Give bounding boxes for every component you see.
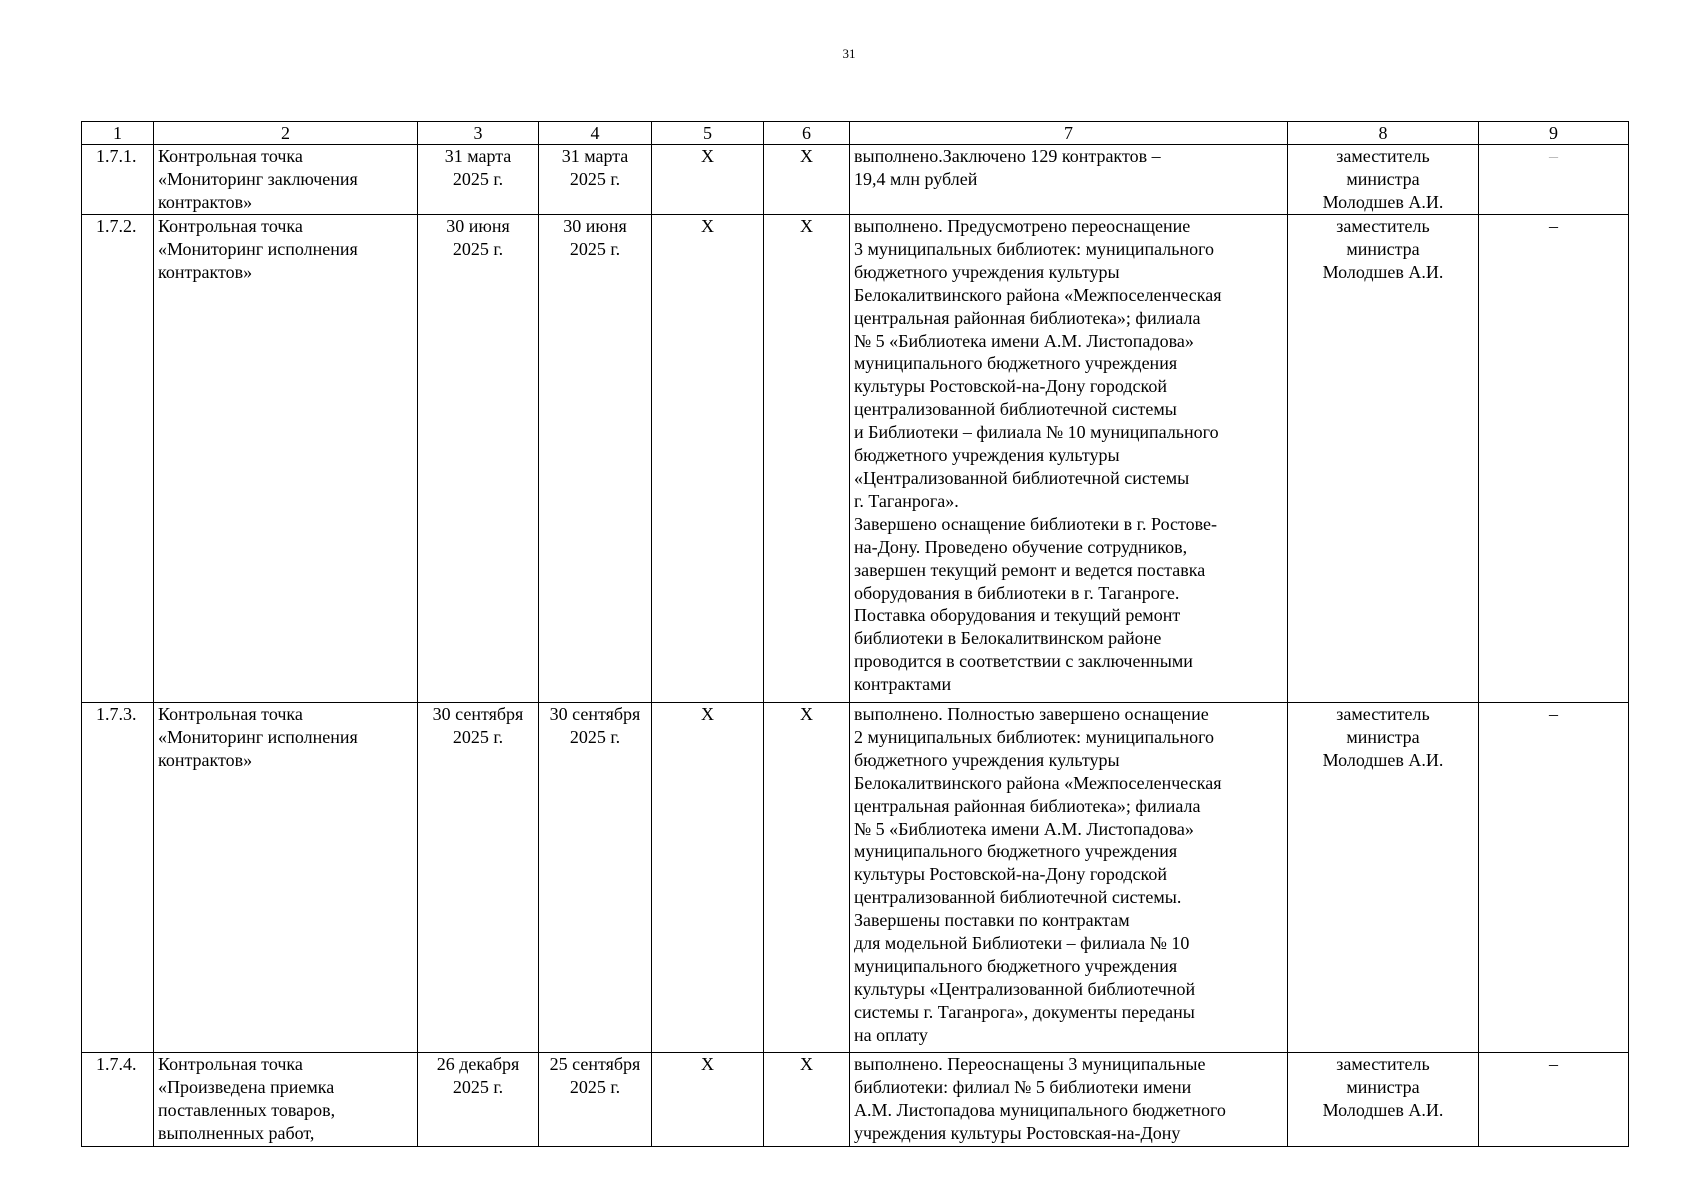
control-point-name: Контрольная точка «Произведена приемка поставленных товаров, выполненных работ, [154,1053,418,1147]
col5-mark: X [652,703,764,1053]
col6-mark: X [764,703,850,1053]
col6-mark: X [764,1053,850,1147]
header-cell: 3 [418,122,539,145]
fact-date: 25 сентября 2025 г. [539,1053,652,1147]
header-cell: 9 [1479,122,1629,145]
note-cell: – [1479,703,1629,1053]
fact-date: 30 сентября 2025 г. [539,703,652,1053]
row-number: 1.7.4. [82,1053,154,1147]
responsible-person: заместитель министра Молодшев А.И. [1288,215,1479,703]
status-text: выполнено.Заключено 129 контрактов – 19,4 млн рублей [850,145,1288,215]
header-cell: 5 [652,122,764,145]
control-point-name: Контрольная точка «Мониторинг заключения контрактов» [154,145,418,215]
col5-mark: X [652,215,764,703]
header-cell: 8 [1288,122,1479,145]
table-row [82,1053,1629,1147]
responsible-person: заместитель министра Молодшев А.И. [1288,1053,1479,1147]
header-cell: 7 [850,122,1288,145]
header-cell: 4 [539,122,652,145]
fact-date: 30 июня 2025 г. [539,215,652,703]
status-text: выполнено. Переоснащены 3 муниципальные библиотеки: филиал № 5 библиотеки имени А.М. Листопадова муниципального бюджетного учреждения культуры Ростовская-на-Дону [850,1053,1288,1147]
row-number: 1.7.3. [82,703,154,1053]
responsible-person: заместитель министра Молодшев А.И. [1288,703,1479,1053]
control-point-name: Контрольная точка «Мониторинг исполнения контрактов» [154,215,418,703]
page-number: 31 [842,46,856,61]
row-number: 1.7.2. [82,215,154,703]
row-number: 1.7.1. [82,145,154,215]
table-row [82,215,1629,703]
plan-date: 31 марта 2025 г. [418,145,539,215]
col5-mark: X [652,1053,764,1147]
note-cell: – [1479,215,1629,703]
plan-date: 30 сентября 2025 г. [418,703,539,1053]
col6-mark: X [764,215,850,703]
note-cell: – [1479,145,1629,215]
report-table [81,121,1629,1147]
col6-mark: X [764,145,850,215]
header-cell: 1 [82,122,154,145]
responsible-person: заместитель министра Молодшев А.И. [1288,145,1479,215]
plan-date: 30 июня 2025 г. [418,215,539,703]
status-text: выполнено. Полностью завершено оснащение 2 муниципальных библиотек: муниципального бюджетного учреждения культуры Белокалитвинского района «Межпоселенческая центральная районная библиотека»; филиала № 5 «Библиотека имени А.М. Листопадова» муниципального бюджетного учреждения культуры Ростовской-на-Дону городской централизованной библиотечной системы. Завершены поставки по контрактам для модельной Библиотеки – филиала № 10 муниципального бюджетного учреждения культуры «Централизованной библиотечной системы г. Таганрога», документы переданы на оплату [850,703,1288,1053]
header-cell: 2 [154,122,418,145]
table-row [82,703,1629,1053]
status-text: выполнено. Предусмотрено переоснащение 3 муниципальных библиотек: муниципального бюджетного учреждения культуры Белокалитвинского района «Межпоселенческая центральная районная библиотека»; филиала № 5 «Библиотека имени А.М. Листопадова» муниципального бюджетного учреждения культуры Ростовской-на-Дону городской централизованной библиотечной системы и Библиотеки – филиала № 10 муниципального бюджетного учреждения культуры «Централизованной библиотечной системы г. Таганрога». Завершено оснащение библиотеки в г. Ростове- на-Дону. Проведено обучение сотрудников, завершен текущий ремонт и ведется поставка оборудования в библиотеки в г. Таганроге. Поставка оборудования и текущий ремонт библиотеки в Белокалитвинском районе проводится в соответствии с заключенными контрактами [850,215,1288,703]
plan-date: 26 декабря 2025 г. [418,1053,539,1147]
table-row [82,145,1629,215]
note-cell: – [1479,1053,1629,1147]
fact-date: 31 марта 2025 г. [539,145,652,215]
header-cell: 6 [764,122,850,145]
table-header-row [82,122,1629,145]
control-point-name: Контрольная точка «Мониторинг исполнения контрактов» [154,703,418,1053]
col5-mark: X [652,145,764,215]
